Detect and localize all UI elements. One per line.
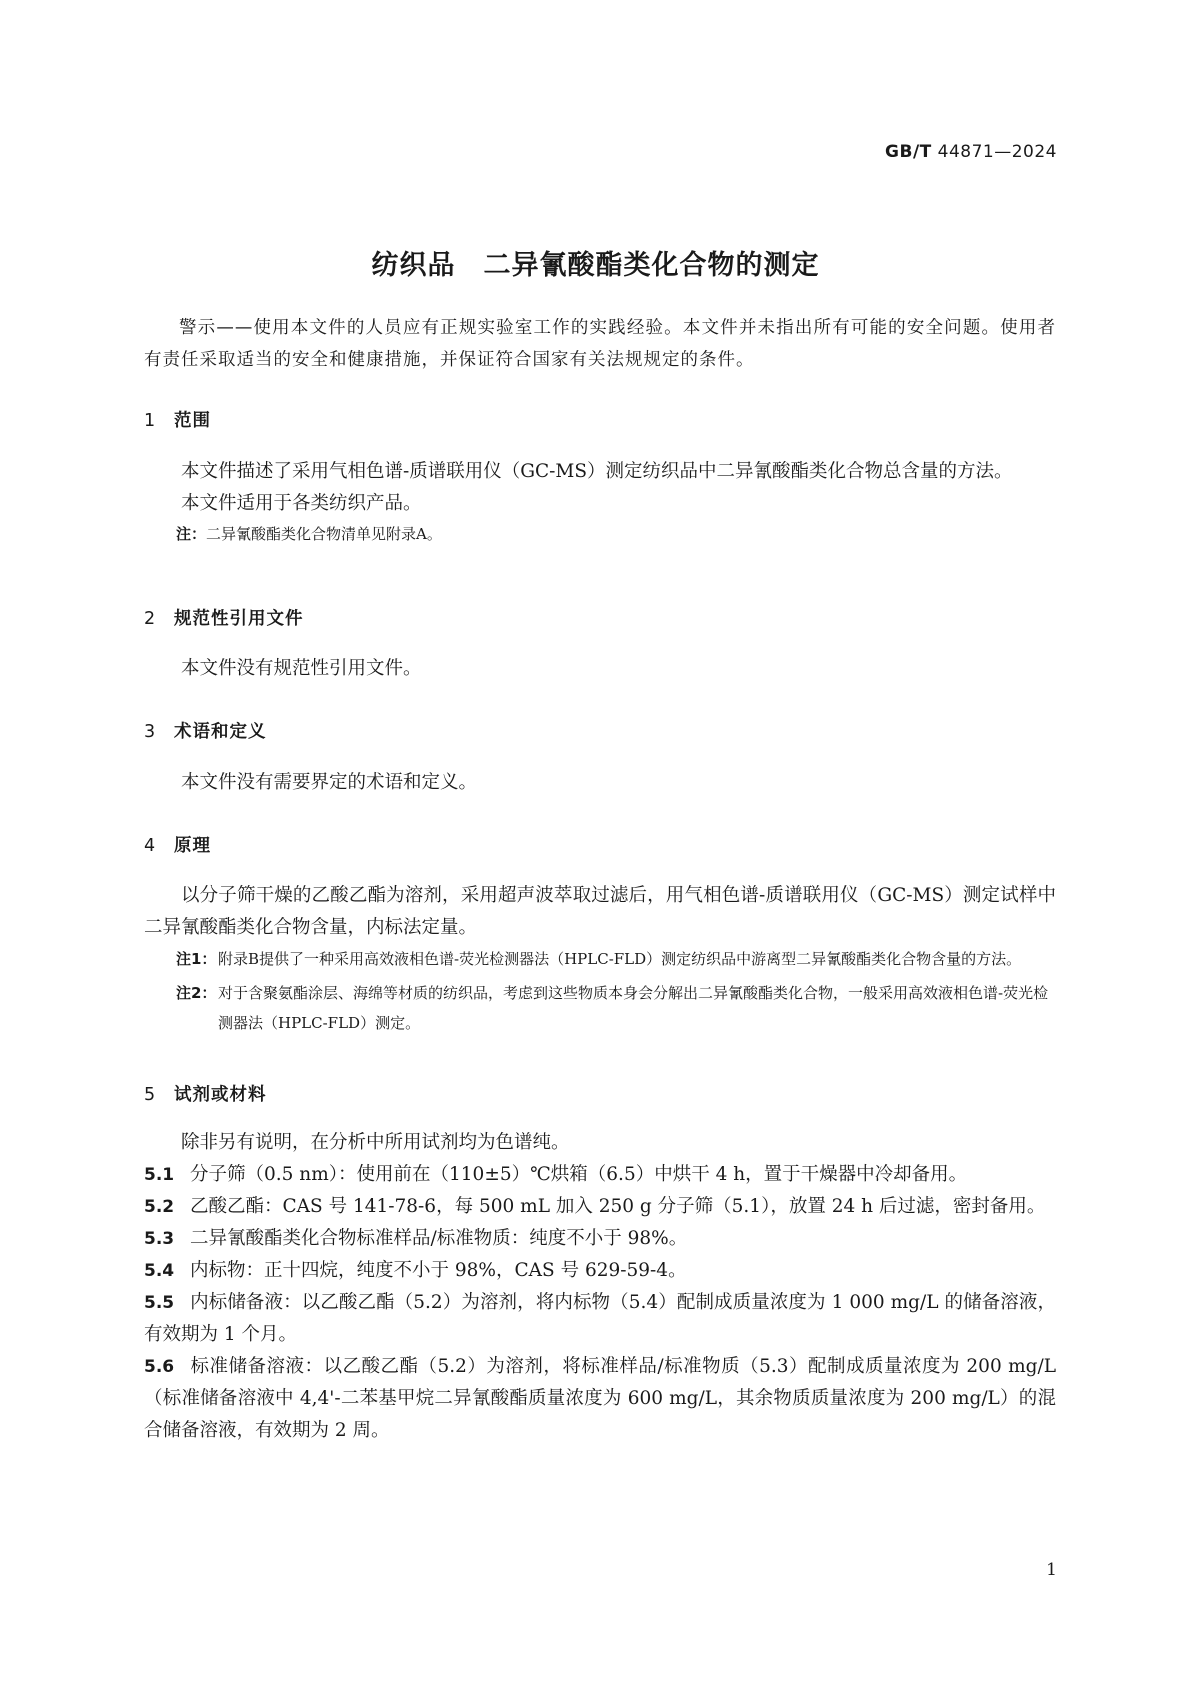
clause-text: 乙酸乙酯：CAS 号 141-78-6，每 500 mL 加入 250 g 分子筛（5.1），放置 24 h 后过滤，密封备用。	[190, 1196, 1046, 1217]
section-2-heading	[144, 605, 304, 630]
clause-item	[144, 1255, 1056, 1287]
section-2-body	[144, 653, 1056, 685]
section-3-body	[144, 767, 1056, 799]
clause-text: 二异氰酸酯类化合物标准样品/标准物质：纯度不小于 98%。	[190, 1228, 688, 1249]
note-tag: 注1：	[176, 950, 217, 968]
clause-number: 5.4	[144, 1261, 175, 1281]
section-title: 试剂或材料	[174, 1085, 267, 1105]
note-tag: 注2：	[176, 984, 217, 1002]
clause-text: 内标储备液：以乙酸乙酯（5.2）为溶剂，将内标物（5.4）配制成质量浓度为 1 000 mg/L 的储备溶液，有效期为 1 个月。	[144, 1292, 1056, 1345]
note	[144, 944, 1056, 974]
section-title: 原理	[174, 836, 211, 856]
section-number: 4	[144, 836, 157, 856]
section-number: 5	[144, 1085, 157, 1105]
clause-item	[144, 1287, 1056, 1351]
standard-code-prefix: GB/T	[885, 142, 932, 162]
section-title: 范围	[174, 411, 211, 431]
clause-item	[144, 1191, 1056, 1223]
section-1-body	[144, 456, 1056, 548]
note	[144, 978, 1056, 1038]
note-text: 二异氰酸酯类化合物清单见附录A。	[206, 525, 442, 543]
paragraph: 本文件适用于各类纺织产品。	[181, 493, 422, 514]
note-tag: 注：	[176, 525, 207, 543]
section-4-body	[144, 880, 1056, 1038]
warning-block	[144, 312, 1056, 376]
clause-item	[144, 1351, 1056, 1447]
clause-number: 5.3	[144, 1229, 175, 1249]
section-3-heading	[144, 718, 267, 743]
clause-item	[144, 1159, 1056, 1191]
clause-text: 内标物：正十四烷，纯度不小于 98%，CAS 号 629-59-4。	[190, 1260, 687, 1281]
clause-number: 5.6	[144, 1357, 175, 1377]
note-text: 对于含聚氨酯涂层、海绵等材质的纺织品，考虑到这些物质本身会分解出二异氰酸酯类化合物，一般采用高效液相色谱-荧光检测器法（HPLC-FLD）测定。	[218, 984, 1049, 1032]
note-text: 附录B提供了一种采用高效液相色谱-荧光检测器法（HPLC-FLD）测定纺织品中游离型二异氰酸酯类化合物含量的方法。	[218, 950, 1022, 968]
section-number: 2	[144, 609, 157, 629]
section-4-heading	[144, 832, 211, 857]
section-5-body	[144, 1127, 1056, 1447]
warning-text: 警示——使用本文件的人员应有正规实验室工作的实践经验。本文件并未指出所有可能的安全问题。使用者有责任采取适当的安全和健康措施，并保证符合国家有关法规规定的条件。	[144, 318, 1056, 370]
section-1-heading	[144, 407, 211, 432]
clause-number: 5.5	[144, 1293, 175, 1313]
paragraph: 本文件描述了采用气相色谱-质谱联用仪（GC-MS）测定纺织品中二异氰酸酯类化合物总含量的方法。	[181, 461, 1013, 482]
clause-text: 分子筛（0.5 nm）：使用前在（110±5）℃烘箱（6.5）中烘干 4 h，置于干燥器中冷却备用。	[190, 1164, 968, 1185]
clause-number: 5.2	[144, 1197, 175, 1217]
document-title: 纺织品 二异氰酸酯类化合物的测定	[371, 250, 820, 281]
page-number: 1	[1046, 1560, 1057, 1580]
standard-code-number: 44871—2024	[937, 142, 1057, 162]
section-5-heading	[144, 1081, 267, 1106]
note	[144, 520, 1056, 548]
clause-item	[144, 1223, 1056, 1255]
paragraph: 本文件没有规范性引用文件。	[181, 658, 422, 679]
paragraph: 本文件没有需要界定的术语和定义。	[181, 772, 478, 793]
section-number: 1	[144, 411, 157, 431]
paragraph: 除非另有说明，在分析中所用试剂均为色谱纯。	[181, 1132, 570, 1153]
section-title: 术语和定义	[174, 722, 267, 742]
section-title: 规范性引用文件	[174, 609, 304, 629]
standard-code	[885, 142, 1057, 162]
clause-text: 标准储备溶液：以乙酸乙酯（5.2）为溶剂，将标准样品/标准物质（5.3）配制成质量浓度为 200 mg/L（标准储备溶液中 4,4'-二苯基甲烷二异氰酸酯质量浓度为 600 mg/L，其余物质质量浓度为 200 mg/L）的混合储备溶液，有效期为 2 周。	[144, 1356, 1056, 1441]
clause-number: 5.1	[144, 1165, 175, 1185]
section-number: 3	[144, 722, 157, 742]
paragraph: 以分子筛干燥的乙酸乙酯为溶剂，采用超声波萃取过滤后，用气相色谱-质谱联用仪（GC-MS）测定试样中二异氰酸酯类化合物含量，内标法定量。	[144, 885, 1056, 938]
